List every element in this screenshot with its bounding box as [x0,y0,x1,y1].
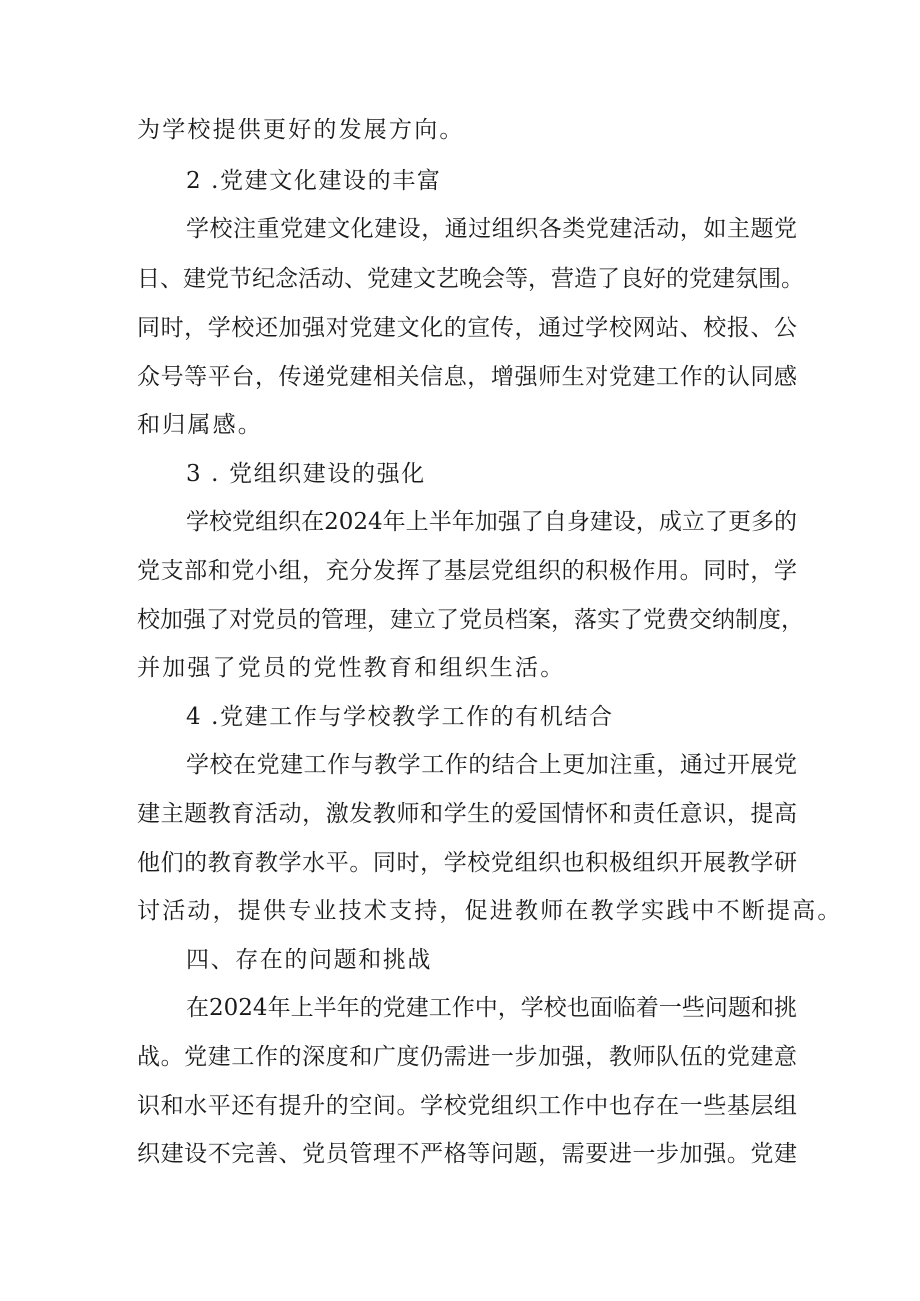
paragraph-line: 为学校提供更好的发展方向。 [137,117,465,143]
paragraph-line: 学校注重党建文化建设，通过组织各类党建活动，如主题党 [186,216,797,242]
paragraph-line: 在2024年上半年的党建工作中，学校也面临着一些问题和挑 [186,995,797,1021]
paragraph-line: 众号等平台，传递党建相关信息，增强师生对党建工作的认同感 [137,364,797,390]
paragraph-line: 学校在党建工作与教学工作的结合上更加注重，通过开展党 [186,752,797,778]
paragraph-line: 建主题教育活动，激发教师和学生的爱国情怀和责任意识，提高 [137,801,797,827]
section-heading: 2 .党建文化建设的丰富 [186,168,442,194]
paragraph-line: 识和水平还有提升的空间。学校党组织工作中也存在一些基层组 [137,1093,797,1119]
paragraph-line: 学校党组织在2024年上半年加强了自身建设，成立了更多的 [186,509,797,535]
paragraph-line: 并加强了党员的党性教育和组织生活。 [137,655,566,681]
paragraph-line: 织建设不完善、党员管理不严格等问题，需要进一步加强。党建 [137,1141,797,1167]
paragraph-line: 日、建党节纪念活动、党建文艺晚会等，营造了良好的党建氛围。 [137,266,804,292]
paragraph-line: 和归属感。 [137,412,263,438]
paragraph-line: 战。党建工作的深度和广度仍需进一步加强，教师队伍的党建意 [137,1044,797,1070]
section-heading: 3 . 党组织建设的强化 [186,461,426,487]
section-heading: 4 .党建工作与学校教学工作的有机结合 [186,704,614,730]
paragraph-line: 校加强了对党员的管理，建立了党员档案，落实了党费交纳制度， [137,607,804,633]
paragraph-line: 讨活动，提供专业技术支持，促进教师在教学实践中不断提高。 [137,898,843,924]
paragraph-line: 他们的教育教学水平。同时，学校党组织也积极组织开展教学研 [137,850,797,876]
paragraph-line: 党支部和党小组，充分发挥了基层党组织的积极作用。同时，学 [137,558,797,584]
section-heading: 四、存在的问题和挑战 [186,947,432,973]
paragraph-line: 同时，学校还加强对党建文化的宣传，通过学校网站、校报、公 [137,315,797,341]
